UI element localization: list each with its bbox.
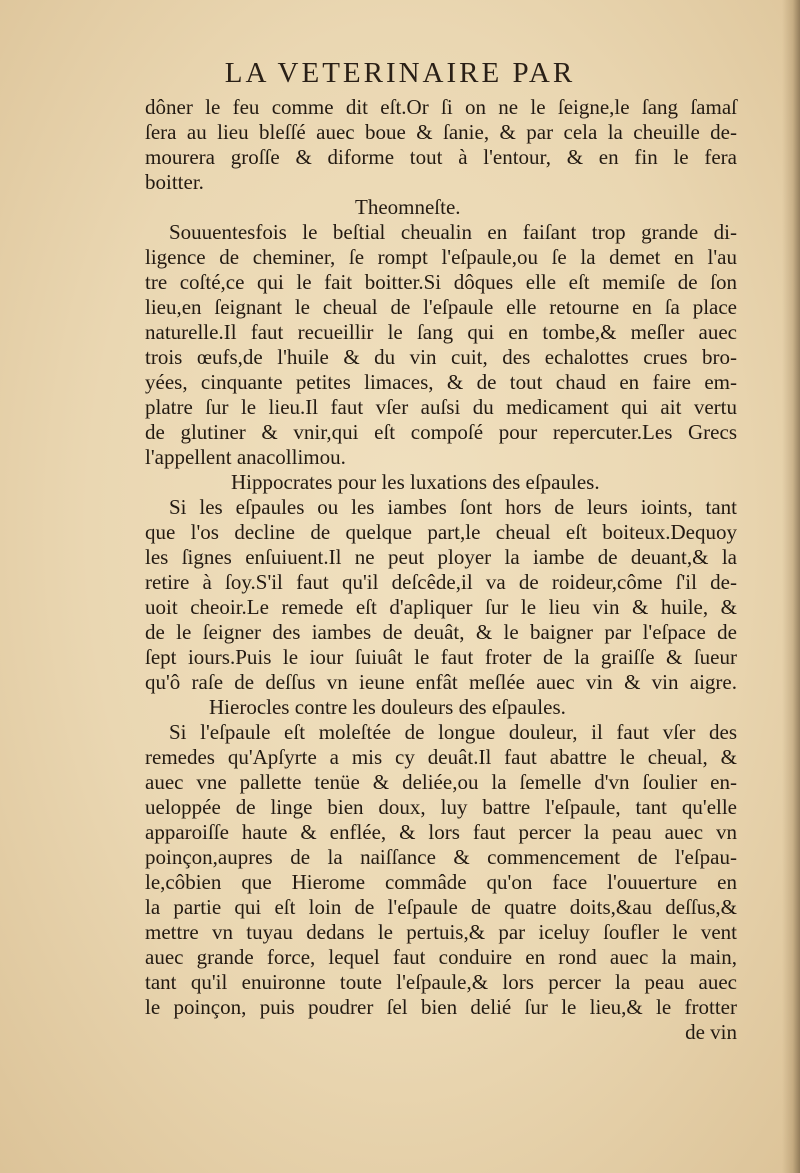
text-line: tant qu'il enuironne toute l'eſpaule,& lors percer la peau auec — [145, 970, 737, 994]
text-line: dôner le feu comme dit eſt.Or ſi on ne le ſeigne,le ſang ſamaſ — [145, 95, 737, 119]
text-line: Si les eſpaules ou les iambes ſont hors de leurs ioints, tant — [169, 495, 737, 519]
text-line: l'appellent anacollimou. — [145, 445, 346, 469]
text-line: platre ſur le lieu.Il faut vſer auſsi du medicament qui ait vertu — [145, 395, 737, 419]
text-line: que l'os decline de quelque part,le cheual eſt boiteux.Dequoy — [145, 520, 737, 544]
text-line: la partie qui eſt loin de l'eſpaule de quatre doits,&au deſſus,& — [145, 895, 737, 919]
text-line: remedes qu'Apſyrte a mis cy deuât.Il faut abattre le cheual, & — [145, 745, 737, 769]
text-line: Si l'eſpaule eſt moleſtée de longue douleur, il faut vſer des — [169, 720, 737, 744]
text-line: yées, cinquante petites limaces, & de tout chaud en faire em- — [145, 370, 737, 394]
section-heading: Hierocles contre les douleurs des eſpaules. — [209, 695, 566, 719]
page-gutter-shadow — [782, 0, 800, 1173]
text-line: poinçon,aupres de la naiſſance & commencement de l'eſpau- — [145, 845, 737, 869]
text-line: de glutiner & vnir,qui eſt compoſé pour repercuter.Les Grecs — [145, 420, 737, 444]
text-line: auec grande force, lequel faut conduire en rond auec la main, — [145, 945, 737, 969]
section-heading: Hippocrates pour les luxations des eſpaules. — [231, 470, 600, 494]
text-line: mettre vn tuyau dedans le pertuis,& par iceluy ſoufler le vent — [145, 920, 737, 944]
text-line: qu'ô raſe de deſſus vn ieune enfât meſlée auec vin & vin aigre. — [145, 670, 737, 694]
text-line: le poinçon, puis poudrer ſel bien delié ſur le lieu,& le frotter — [145, 995, 737, 1019]
text-line: ſept iours.Puis le iour ſuiuât le faut froter de la graiſſe & ſueur — [145, 645, 737, 669]
text-line: ſera au lieu bleſſé auec boue & ſanie, & par cela la cheuille de- — [145, 120, 737, 144]
text-line: de le ſeigner des iambes de deuât, & le baigner par l'eſpace de — [145, 620, 737, 644]
catchword: de vin — [685, 1020, 737, 1044]
section-heading: Theomneſte. — [355, 195, 461, 219]
running-header: LA VETERINAIRE PAR — [224, 57, 576, 89]
text-line: uoit cheoir.Le remede eſt d'apliquer ſur le lieu vin & huile, & — [145, 595, 737, 619]
text-line: naturelle.Il faut recueillir le ſang qui en tombe,& meſler auec — [145, 320, 737, 344]
text-line: retire à ſoy.S'il faut qu'il deſcêde,il va de roideur,côme ſ'il de- — [145, 570, 737, 594]
text-line: mourera groſſe & diforme tout à l'entour, & en fin le fera — [145, 145, 737, 169]
text-line: auec vne pallette tenüe & deliée,ou la ſemelle d'vn ſoulier en- — [145, 770, 737, 794]
text-line: ligence de cheminer, ſe rompt l'eſpaule,ou ſe la demet en l'au — [145, 245, 737, 269]
page-body-text — [145, 95, 737, 1045]
text-line: boitter. — [145, 170, 204, 194]
text-line: apparoiſſe haute & enflée, & lors faut percer la peau auec vn — [145, 820, 737, 844]
text-line: Souuentesfois le beſtial cheualin en faiſant trop grande di- — [169, 220, 737, 244]
text-line: trois œufs,de l'huile & du vin cuit, des echalottes crues bro- — [145, 345, 737, 369]
text-line: ueloppée de linge bien doux, luy battre l'eſpaule, tant qu'elle — [145, 795, 737, 819]
text-line: lieu,en ſeignant le cheual de l'eſpaule elle retourne en ſa place — [145, 295, 737, 319]
text-line: les ſignes enſuiuent.Il ne peut ployer la iambe de deuant,& la — [145, 545, 737, 569]
text-line: le,côbien que Hierome commâde qu'on face l'ouuerture en — [145, 870, 737, 894]
text-line: tre coſté,ce qui le fait boitter.Si dôques elle eſt memiſe de ſon — [145, 270, 737, 294]
